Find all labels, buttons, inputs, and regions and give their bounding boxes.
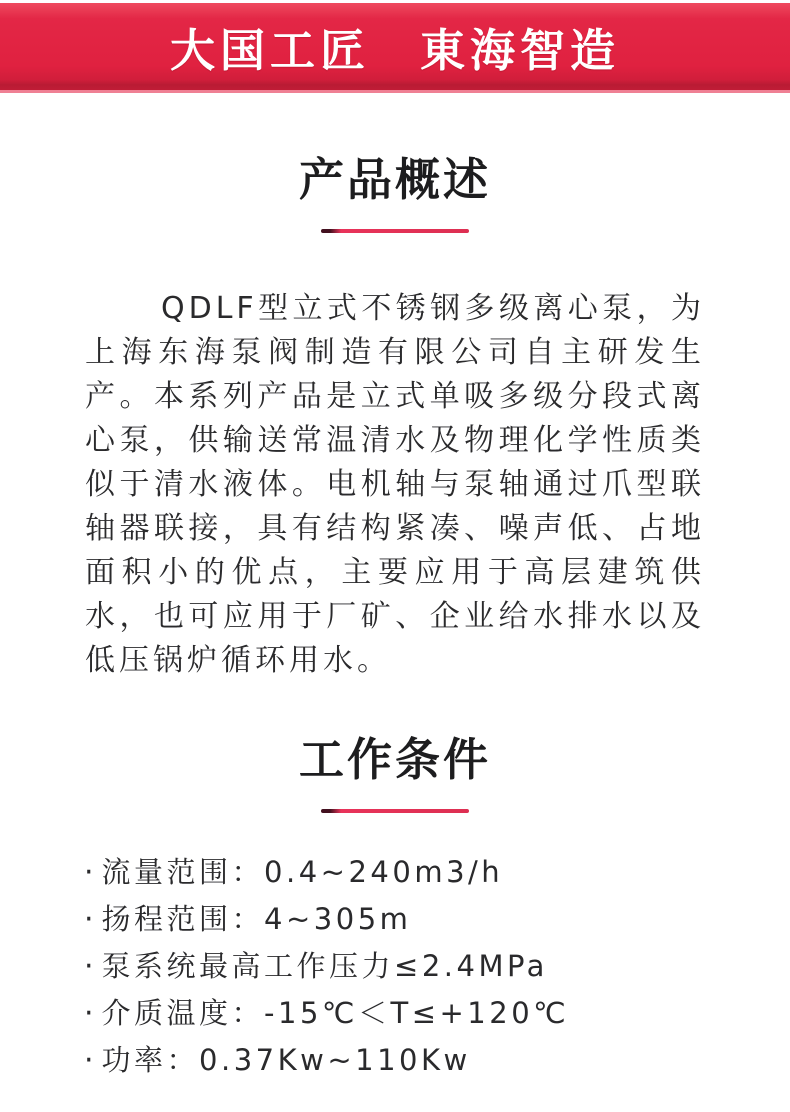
list-item-power xyxy=(84,1045,790,1076)
product-description: QDLF型立式不锈钢多级离心泵，为上海东海泵阀制造有限公司自主研发生产。本系列产品是立式单吸多级分段式离心泵，供输送常温清水及物理化学性质类似于清水液体。电机轴与泵轴通过爪型联轴器联接，具有结构紧凑、噪声低、占地面积小的优点，主要应用于高层建筑供水，也可应用于厂矿、企业给水排水以及低压锅炉循环用水。 xyxy=(85,291,705,678)
bullet-icon: · xyxy=(84,1043,94,1078)
spec-text: 扬程范围：4~305m xyxy=(101,902,412,936)
spec-text: 功率：0.37Kw~110Kw xyxy=(101,1043,471,1077)
bullet-icon: · xyxy=(84,902,94,937)
bullet-icon: · xyxy=(84,855,94,890)
section-product-overview xyxy=(0,153,790,683)
section-title-product-overview: 产品概述 xyxy=(298,153,491,206)
section-working-conditions xyxy=(0,733,790,1076)
list-item-flow-range xyxy=(84,857,790,888)
bullet-icon: · xyxy=(84,949,94,984)
list-item-head-range xyxy=(84,904,790,935)
spec-list xyxy=(84,857,790,1076)
banner-title: 大国工匠 東海智造 xyxy=(169,24,620,77)
spec-text: 介质温度：-15℃＜T≤+120℃ xyxy=(101,996,570,1030)
list-item-medium-temperature xyxy=(84,998,790,1029)
section-title-working-conditions: 工作条件 xyxy=(298,733,491,786)
spec-text: 泵系统最高工作压力≤2.4MPa xyxy=(101,949,548,983)
bullet-icon: · xyxy=(84,996,94,1031)
list-item-max-pressure xyxy=(84,951,790,982)
title-underline xyxy=(321,229,469,233)
spec-text: 流量范围：0.4~240m3/h xyxy=(101,855,504,889)
title-underline xyxy=(321,809,469,813)
banner xyxy=(0,3,790,93)
